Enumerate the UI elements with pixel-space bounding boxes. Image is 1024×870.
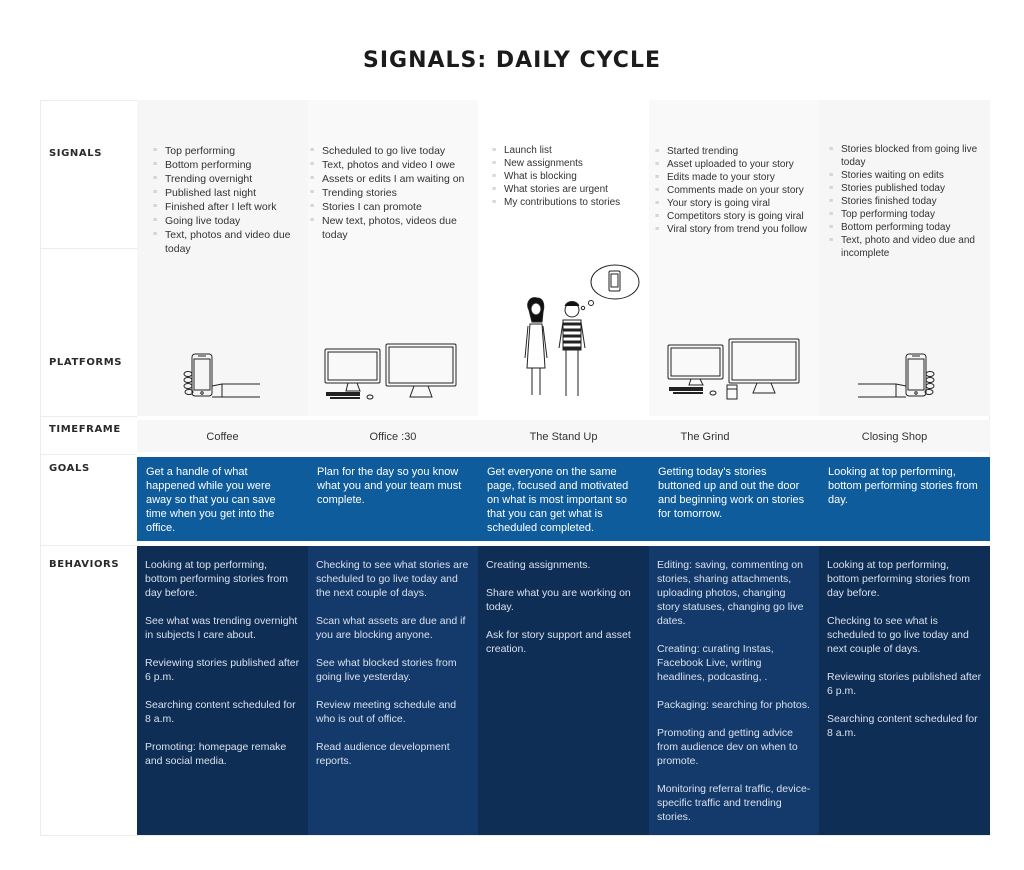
signal-item: ≡ Your story is going viral [655, 197, 817, 210]
phone-in-hand-icon [178, 348, 268, 404]
behavior-item: Checking to see what is scheduled to go live today and next couple of days. [827, 615, 969, 655]
row-label-timeframe: TIMEFRAME [49, 424, 121, 435]
behavior-item: Checking to see what stories are scheduled to go live today and the next couple of days. [316, 559, 469, 599]
behavior-item: Promoting: homepage remake and social media. [145, 741, 287, 767]
signal-item: ≡ Launch list [492, 144, 647, 157]
signal-item: ≡ Trending stories [310, 186, 475, 200]
behavior-item: Looking at top performing, bottom performing stories from day before. [827, 559, 970, 599]
signal-item: ≡ Edits made to your story [655, 171, 817, 184]
signal-item: ≡ Stories I can promote [310, 200, 475, 214]
page-title: SIGNALS: DAILY CYCLE [363, 48, 661, 73]
signal-item: ≡ Stories waiting on edits [829, 169, 986, 182]
signals-list-coffee [153, 144, 303, 256]
behavior-item: Editing: saving, commenting on stories, sharing attachments, uploading photos, changing story statuses, changing go live dates. [657, 559, 804, 627]
timeframe-coffee: Coffee [206, 431, 239, 443]
behavior-item: Scan what assets are due and if you are blocking anyone. [316, 615, 466, 641]
signals-list-office [310, 144, 475, 242]
behavior-item: See what was trending overnight in subjects I care about. [145, 615, 298, 641]
signals-list-closing [829, 143, 986, 260]
behaviors-coffee [137, 546, 308, 835]
desktop-workstation-icon [665, 337, 805, 403]
behavior-item: Creating: curating Instas, Facebook Live, writing headlines, podcasting, . [657, 643, 774, 683]
goal-coffee: Get a handle of what happened while you were away so that you can save time when you get into the office. [137, 457, 308, 541]
behavior-item: Creating assignments. [486, 559, 591, 571]
signal-item: ≡ Finished after I left work [153, 200, 303, 214]
signal-item: ≡ Asset uploaded to your story [655, 158, 817, 171]
row-label-goals: GOALS [49, 463, 90, 474]
goal-divider [137, 541, 990, 545]
behavior-item: Looking at top performing, bottom performing stories from day before. [145, 559, 288, 599]
behavior-item: Monitoring referral traffic, device-specific traffic and trending stories. [657, 783, 811, 823]
people-conversation-icon [515, 262, 645, 402]
row-divider [40, 545, 137, 546]
signal-item: ≡ New text, photos, videos due today [310, 214, 475, 242]
signal-item: ≡ Scheduled to go live today [310, 144, 475, 158]
signal-item: ≡ New assignments [492, 157, 647, 170]
behavior-item: Ask for story support and asset creation. [486, 629, 631, 655]
behavior-item: Packaging: searching for photos. [657, 699, 810, 711]
phone-in-hand-icon [850, 348, 940, 404]
behaviors-standup [478, 546, 649, 835]
behaviors-office [308, 546, 478, 835]
timeframe-office: Office :30 [369, 431, 417, 443]
signal-item: ≡ My contributions to stories [492, 196, 647, 209]
goal-closing: Looking at top performing, bottom performing stories from day. [819, 457, 990, 541]
signal-item: ≡ Bottom performing [153, 158, 303, 172]
signal-item: ≡ Viral story from trend you follow [655, 223, 817, 236]
behavior-item: Searching content scheduled for 8 a.m. [827, 713, 978, 739]
signal-item: ≡ Going live today [153, 214, 303, 228]
row-divider [40, 416, 137, 417]
signal-item: ≡ What stories are urgent [492, 183, 647, 196]
signal-item: ≡ What is blocking [492, 170, 647, 183]
signal-item: ≡ Stories finished today [829, 195, 986, 208]
behavior-item: Searching content scheduled for 8 a.m. [145, 699, 296, 725]
behavior-item: Share what you are working on today. [486, 587, 631, 613]
behaviors-closing [819, 546, 990, 835]
signal-item: ≡ Stories published today [829, 182, 986, 195]
timeframe-closing: Closing Shop [861, 431, 928, 443]
behavior-item: Reviewing stories published after 6 p.m. [145, 657, 300, 683]
goal-standup: Get everyone on the same page, focused and motivated on what is most important so that you can get what is scheduled completed. [478, 457, 649, 541]
row-label-signals: SIGNALS [49, 148, 103, 159]
signal-item: ≡ Text, photos and video due today [153, 228, 303, 256]
goal-grind: Getting today's stories buttoned up and out the door and beginning work on stories for tomorrow. [649, 457, 819, 541]
timeframe-grind: The Grind [680, 431, 730, 443]
signal-item: ≡ Stories blocked from going live today [829, 143, 986, 169]
behavior-item: Reviewing stories published after 6 p.m. [827, 671, 982, 697]
signal-item: ≡ Competitors story is going viral [655, 210, 817, 223]
behavior-item: Read audience development reports. [316, 741, 450, 767]
row-label-platforms: PLATFORMS [49, 357, 123, 368]
behavior-item: Promoting and getting advice from audience dev on when to promote. [657, 727, 798, 767]
signal-item: ≡ Text, photos and video I owe [310, 158, 475, 172]
signal-item: ≡ Top performing today [829, 208, 986, 221]
behaviors-grind [649, 546, 819, 835]
desktop-monitors-icon [322, 343, 462, 403]
signals-list-grind [655, 145, 817, 236]
row-divider [40, 248, 137, 249]
signal-item: ≡ Bottom performing today [829, 221, 986, 234]
row-divider [40, 454, 137, 455]
goal-office: Plan for the day so you know what you and your team must complete. [308, 457, 478, 541]
timeframe-standup: The Stand Up [529, 431, 598, 443]
signal-item: ≡ Started trending [655, 145, 817, 158]
behavior-item: Review meeting schedule and who is out of office. [316, 699, 457, 725]
signal-item: ≡ Comments made on your story [655, 184, 817, 197]
signal-item: ≡ Published last night [153, 186, 303, 200]
signals-list-standup [492, 144, 647, 209]
signal-item: ≡ Assets or edits I am waiting on [310, 172, 475, 186]
row-label-behaviors: BEHAVIORS [49, 559, 120, 570]
signal-item: ≡ Trending overnight [153, 172, 303, 186]
signal-item: ≡ Top performing [153, 144, 303, 158]
behavior-item: See what blocked stories from going live yesterday. [316, 657, 457, 683]
signal-item: ≡ Text, photo and video due and incomplete [829, 234, 986, 260]
